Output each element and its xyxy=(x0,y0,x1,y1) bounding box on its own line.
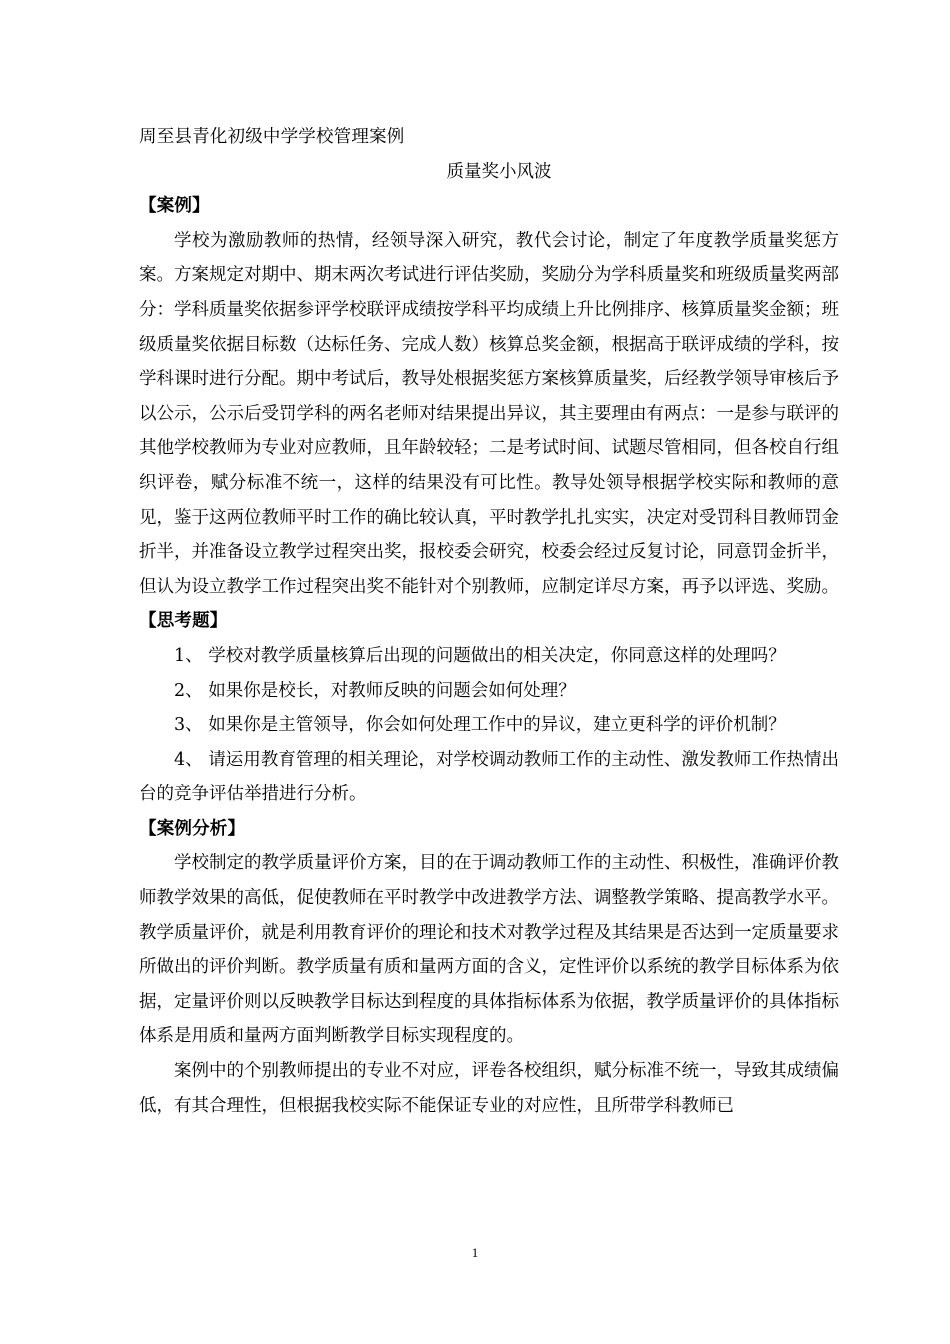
question-4: 4、 请运用教育管理的相关理论，对学校调动教师工作的主动性、激发教师工作热情出台的竞争评估举措进行分析。 xyxy=(139,749,839,805)
question-2: 2、 如果你是校长，对教师反映的问题会如何处理？ xyxy=(174,680,576,701)
analysis-paragraph-1: 学校制定的教学质量评价方案，目的在于调动教师工作的主动性、积极性，准确评价教师教学效果的高低，促使教师在平时教学中改进教学方法、调整教学策略、提高教学水平。教学质量评价，就是利用教育评价的理论和技术对教学过程及其结果是否达到一定质量要求所做出的评价判断。教学质量有质和量两方面的含义，定性评价以系统的教学目标体系为依据，定量评价则以反映教学目标达到程度的具体指标体系为依据，教学质量评价的具体指标体系是用质和量两方面判断教学目标实现程度的。 xyxy=(139,853,839,1047)
document-content xyxy=(139,120,839,1123)
page-number: 1 xyxy=(471,1245,479,1260)
analysis-paragraph-2: 案例中的个别教师提出的专业不对应，评卷各校组织，赋分标准不统一，导致其成绩偏低，有其合理性，但根据我校实际不能保证专业的对应性，且所带学科教师已 xyxy=(139,1061,839,1116)
question-3: 3、 如果你是主管领导，你会如何处理工作中的异议，建立更科学的评价机制？ xyxy=(174,715,786,736)
school-title: 周至县青化初级中学学校管理案例 xyxy=(139,127,405,147)
case-body: 学校为激励教师的热情，经领导深入研究，教代会讨论，制定了年度教学质量奖惩方案。方案规定对期中、期末两次考试进行评估奖励，奖励分为学科质量奖和班级质量奖两部分：学科质量奖依据参评学校联评成绩按学科平均成绩上升比例排序、核算质量奖金额；班级质量奖依据目标数（达标任务、完成人数）核算总奖金额，根据高于联评成绩的学科，按学科课时进行分配。期中考试后，教导处根据奖惩方案核算质量奖，后经教学领导审核后予以公示，公示后受罚学科的两名老师对结果提出异议，其主要理由有两点：一是参与联评的其他学校教师为专业对应教师，且年龄较轻；二是考试时间、试题尽管相同，但各校自行组织评卷，赋分标准不统一，这样的结果没有可比性。教导处领导根据学校实际和教师的意见，鉴于这两位教师平时工作的确比较认真，平时教学扎扎实实，决定对受罚科目教师罚金折半，并准备设立教学过程突出奖，报校委会研究，校委会经过反复讨论，同意罚金折半，但认为设立教学工作过程突出奖不能针对个别教师，应制定详尽方案，再予以评选、奖励。 xyxy=(139,230,839,597)
question-1: 1、 学校对教学质量核算后出现的问题做出的相关决定，你同意这样的处理吗？ xyxy=(174,645,786,666)
analysis-heading: 【案例分析】 xyxy=(139,818,246,839)
questions-heading: 【思考题】 xyxy=(139,611,228,632)
case-title: 质量奖小风波 xyxy=(446,161,552,182)
case-heading: 【案例】 xyxy=(139,196,210,217)
